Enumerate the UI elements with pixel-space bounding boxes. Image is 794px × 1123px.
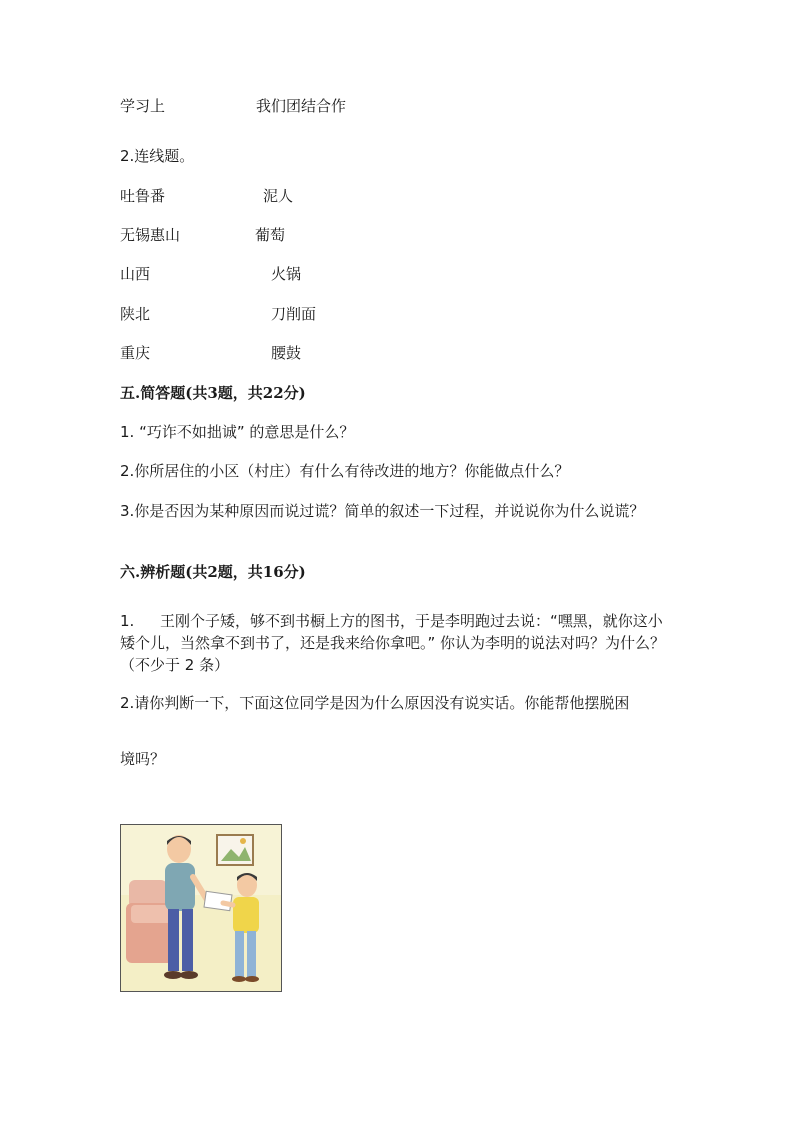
matching-left-4: 陕北	[120, 305, 151, 323]
section5-heading: 五.简答题(共3题，共22分)	[120, 384, 306, 402]
illustration-teacher-and-student	[120, 824, 282, 992]
matching-left-3: 山西	[120, 265, 151, 283]
matching-right-4: 刀削面	[271, 305, 317, 323]
matching-left-2: 无锡惠山	[120, 226, 181, 244]
matching-right-5: 腰鼓	[271, 344, 302, 362]
matching-left-1: 吐鲁番	[120, 187, 166, 205]
matching-right-1: 泥人	[263, 187, 294, 205]
section6-heading: 六.辨析题(共2题，共16分)	[120, 563, 306, 581]
section6-question-2-line1: 2.请你判断一下，下面这位同学是因为什么原因没有说实话。你能帮他摆脱困	[120, 694, 630, 712]
section5-question-3: 3.你是否因为某种原因而说过谎？简单的叙述一下过程，并说说你为什么说谎？	[120, 502, 645, 520]
section5-question-1: 1. “巧诈不如拙诚” 的意思是什么？	[120, 423, 355, 441]
illustration-drawing	[121, 825, 281, 991]
section6-question-1-number: 1.	[120, 612, 135, 630]
matching-right-2: 葡萄	[255, 226, 286, 244]
top-row-right: 我们团结合作	[256, 97, 347, 115]
matching-title: 2.连线题。	[120, 147, 195, 165]
top-row-left: 学习上	[120, 97, 166, 115]
section6-question-1: 王刚个子矮，够不到书橱上方的图书，于是李明跑过去说：“嘿黑，就你这小矮个儿，当然拿不到书了，还是我来给你拿吧。” 你认为李明的说法对吗？为什么？（不少于 2 条）	[120, 612, 666, 674]
section6-question-2-line2: 境吗？	[120, 750, 166, 768]
matching-right-3: 火锅	[271, 265, 302, 283]
matching-left-5: 重庆	[120, 344, 151, 362]
section5-question-2: 2.你所居住的小区（村庄）有什么有待改进的地方？你能做点什么？	[120, 462, 570, 480]
